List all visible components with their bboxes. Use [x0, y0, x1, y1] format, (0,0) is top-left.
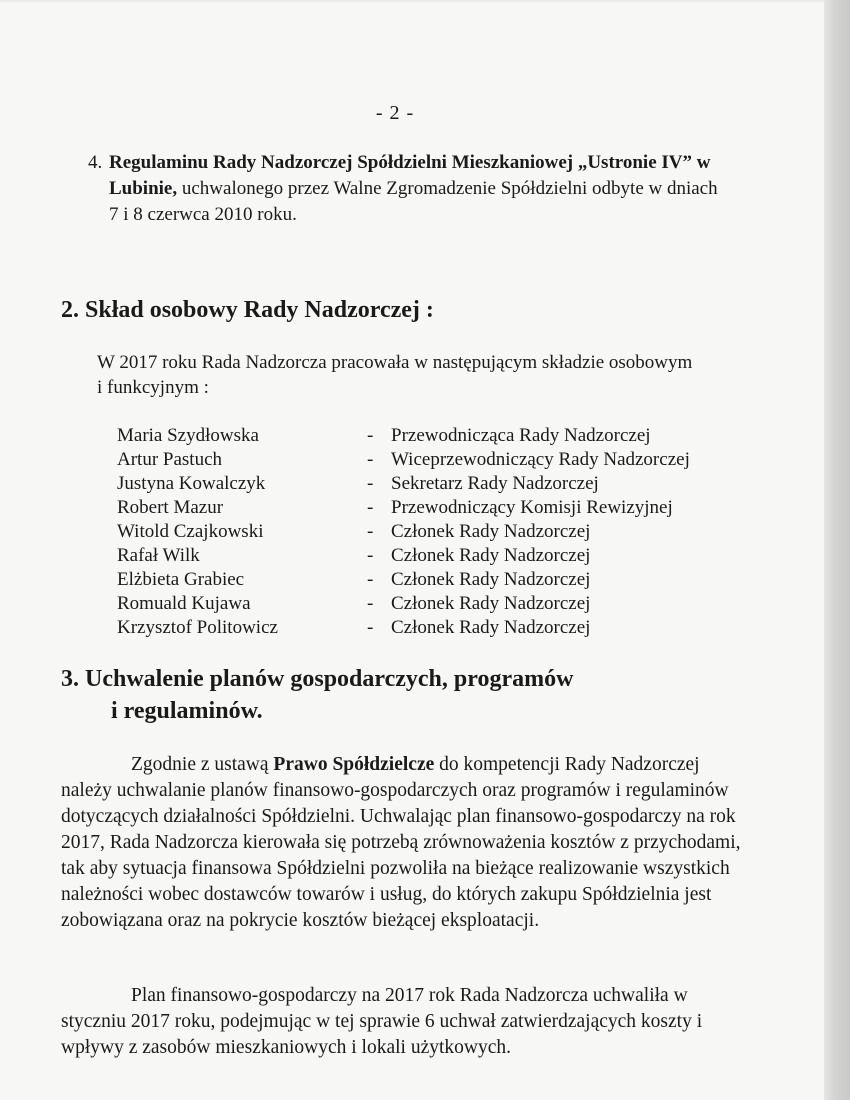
section-3-heading-line1: 3. Uchwalenie planów gospodarczych, programów: [61, 666, 574, 692]
member-name: Justyna Kowalczyk: [117, 473, 266, 494]
member-role: Członek Rady Nadzorczej: [391, 521, 591, 542]
member-dash: -: [367, 569, 374, 590]
member-row: [117, 424, 737, 448]
member-name: Krzysztof Politowicz: [117, 617, 278, 638]
section-3-heading: [61, 663, 701, 727]
section-3-paragraph-2: [61, 983, 741, 1061]
members-list: [117, 424, 737, 640]
member-name: Witold Czajkowski: [117, 521, 264, 542]
member-role: Członek Rady Nadzorczej: [391, 617, 591, 638]
member-row: [117, 472, 737, 496]
paragraph-bold-text: Prawo Spółdzielcze: [273, 754, 435, 775]
list-item-4: [88, 150, 728, 228]
member-name: Maria Szydłowska: [117, 425, 259, 446]
section-3-heading-line2: i regulaminów.: [111, 698, 263, 724]
member-row: [117, 448, 737, 472]
member-row: [117, 568, 737, 592]
scan-top-edge: [0, 0, 824, 4]
member-dash: -: [367, 425, 374, 446]
section-2-intro: W 2017 roku Rada Nadzorcza pracowała w następującym składzie osobowym i funkcyjnym :: [97, 352, 693, 398]
member-role: Członek Rady Nadzorczej: [391, 545, 591, 566]
member-dash: -: [367, 497, 374, 518]
paragraph-text: Plan finansowo-gospodarczy na 2017 rok Rada Nadzorcza uchwaliła w styczniu 2017 roku, podejmując w tej sprawie 6 uchwał zatwierdzających koszty i wpływy z zasobów mieszkaniowych i lokali użytkowych.: [61, 985, 703, 1058]
member-role: Sekretarz Rady Nadzorczej: [391, 473, 599, 494]
list-item-regular-text: uchwalonego przez Walne Zgromadzenie Spółdzielni odbyte w dniach 7 i 8 czerwca 2010 roku.: [109, 178, 718, 225]
member-dash: -: [367, 473, 374, 494]
scan-right-edge: [824, 0, 850, 1100]
member-name: Robert Mazur: [117, 497, 224, 518]
member-role: Przewodnicząca Rady Nadzorczej: [391, 425, 651, 446]
section-2-heading: 2. Skład osobowy Rady Nadzorczej :: [61, 297, 434, 323]
member-row: [117, 496, 737, 520]
member-role: Członek Rady Nadzorczej: [391, 593, 591, 614]
paragraph-text: do kompetencji Rady Nadzorczej należy uchwalanie planów finansowo-gospodarczych oraz programów i regulaminów dotyczących działalności Spółdzielni. Uchwalając plan finansowo-gospodarczy na rok 2017, Rada Nadzorcza kierowała się potrzebą zrównoważenia kosztów z przychodami, tak aby sytuacja finansowa Spółdzielni pozwoliła na bieżące realizowanie wszystkich należności wobec dostawców towarów i usług, do których zakupu Spółdzielnia jest zobowiązana oraz na pokrycie kosztów bieżącej eksploatacji.: [61, 754, 741, 931]
member-role: Przewodniczący Komisji Rewizyjnej: [391, 497, 673, 518]
member-row: [117, 616, 737, 640]
member-row: [117, 520, 737, 544]
page-number: - 2 -: [375, 102, 415, 124]
member-dash: -: [367, 545, 374, 566]
member-name: Elżbieta Grabiec: [117, 569, 245, 590]
member-name: Rafał Wilk: [117, 545, 200, 566]
member-name: Artur Pastuch: [117, 449, 223, 470]
list-item-bold-text: Regulaminu Rady Nadzorczej Spółdzielni Mieszkaniowej „Ustronie IV” w Lubinie,: [109, 152, 711, 199]
member-dash: -: [367, 521, 374, 542]
member-role: Wiceprzewodniczący Rady Nadzorczej: [391, 449, 690, 470]
member-name: Romuald Kujawa: [117, 593, 251, 614]
list-item-text: [109, 150, 728, 228]
member-role: Członek Rady Nadzorczej: [391, 569, 591, 590]
member-dash: -: [367, 449, 374, 470]
member-row: [117, 544, 737, 568]
section-3-paragraph-1: [61, 752, 741, 934]
member-row: [117, 592, 737, 616]
member-dash: -: [367, 593, 374, 614]
member-dash: -: [367, 617, 374, 638]
paragraph-text: Zgodnie z ustawą: [131, 754, 274, 775]
list-item-number: 4.: [88, 152, 103, 173]
